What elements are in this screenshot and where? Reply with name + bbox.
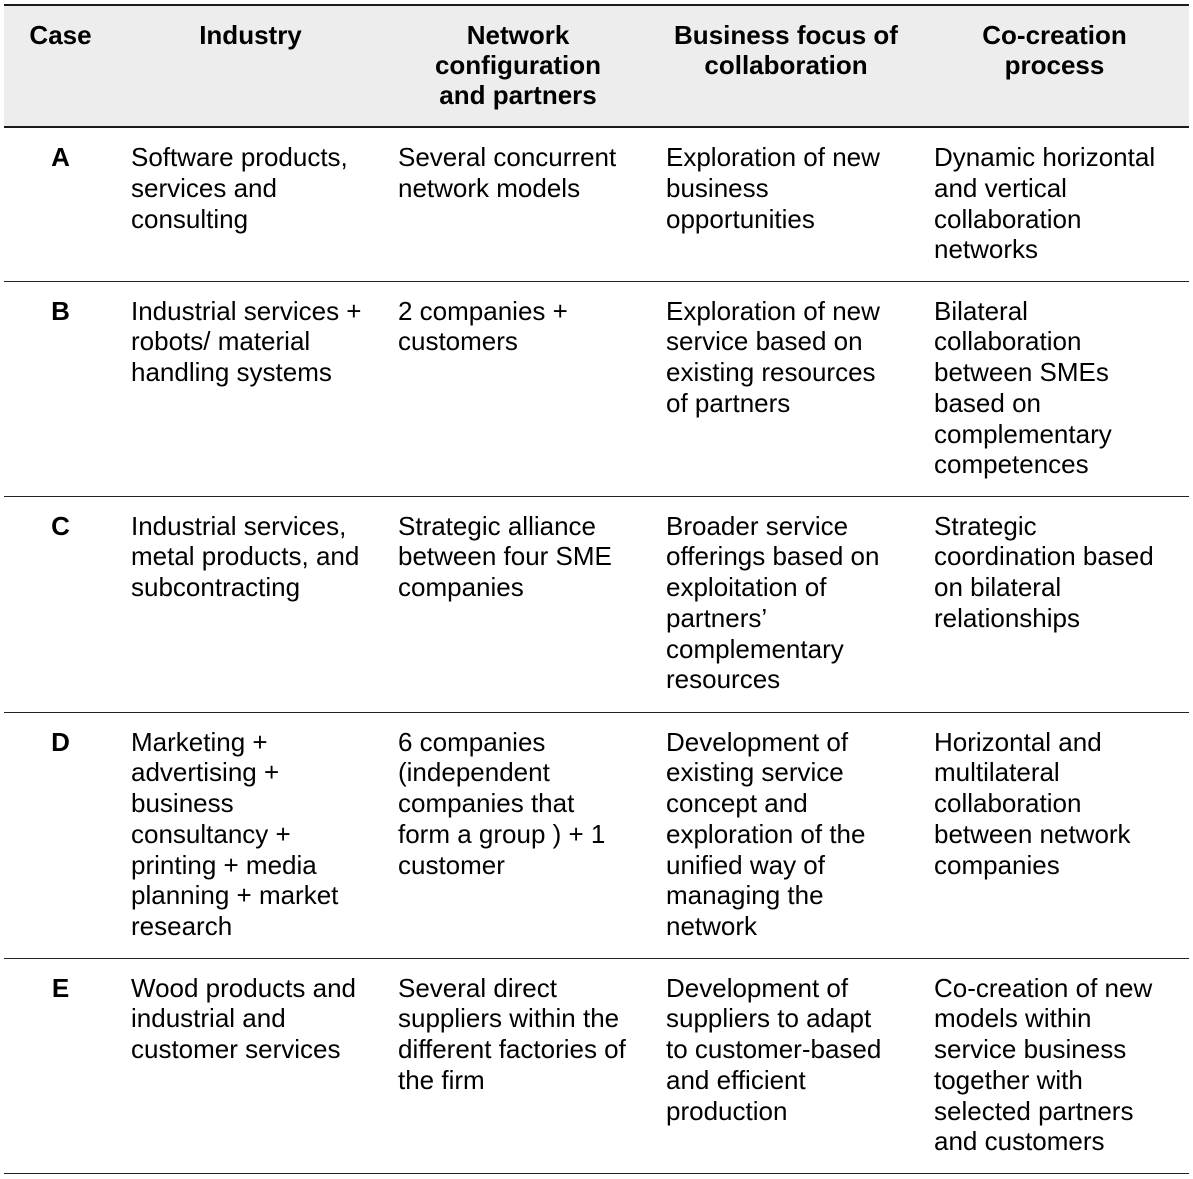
table-body [4, 127, 1189, 1173]
focus-cell: Exploration of new business opportunities [652, 127, 920, 281]
process-cell: Horizontal and multilateral collaboration between network companies [920, 712, 1189, 958]
network-cell: 6 companies (independent companies that form a group ) + 1 customer [384, 712, 652, 958]
header-business-focus: Business focus of collaboration [652, 5, 920, 127]
table-header [4, 5, 1189, 127]
focus-cell: Exploration of new service based on existing resources of partners [652, 281, 920, 496]
table-row [4, 281, 1189, 496]
header-industry: Industry [117, 5, 384, 127]
case-comparison-table [4, 4, 1189, 1174]
header-co-creation-process: Co-creation process [920, 5, 1189, 127]
table-row [4, 958, 1189, 1173]
table-row [4, 496, 1189, 712]
network-cell: Several concurrent network models [384, 127, 652, 281]
case-table-container [4, 4, 1189, 1174]
process-cell: Bilateral collaboration between SMEs based on complementary competences [920, 281, 1189, 496]
case-id-cell: E [4, 958, 117, 1173]
focus-cell: Broader service offerings based on exploitation of partners’ complementary resources [652, 496, 920, 712]
industry-cell: Software products, services and consulting [117, 127, 384, 281]
case-id-cell: C [4, 496, 117, 712]
network-cell: Strategic alliance between four SME companies [384, 496, 652, 712]
case-id-cell: D [4, 712, 117, 958]
process-cell: Strategic coordination based on bilateral relationships [920, 496, 1189, 712]
header-case: Case [4, 5, 117, 127]
process-cell: Co-creation of new models within service business together with selected partners and customers [920, 958, 1189, 1173]
process-cell: Dynamic horizontal and vertical collaboration networks [920, 127, 1189, 281]
focus-cell: Development of existing service concept and exploration of the unified way of managing the network [652, 712, 920, 958]
case-id-cell: B [4, 281, 117, 496]
focus-cell: Development of suppliers to adapt to customer-based and efficient production [652, 958, 920, 1173]
table-row [4, 127, 1189, 281]
industry-cell: Industrial services, metal products, and subcontracting [117, 496, 384, 712]
case-id-cell: A [4, 127, 117, 281]
table-row [4, 712, 1189, 958]
industry-cell: Wood products and industrial and customer services [117, 958, 384, 1173]
network-cell: Several direct suppliers within the different factories of the firm [384, 958, 652, 1173]
header-row [4, 5, 1189, 127]
network-cell: 2 companies + customers [384, 281, 652, 496]
header-network-configuration: Network configuration and partners [384, 5, 652, 127]
industry-cell: Industrial services + robots/ material handling systems [117, 281, 384, 496]
industry-cell: Marketing + advertising + business consultancy + printing + media planning + market research [117, 712, 384, 958]
